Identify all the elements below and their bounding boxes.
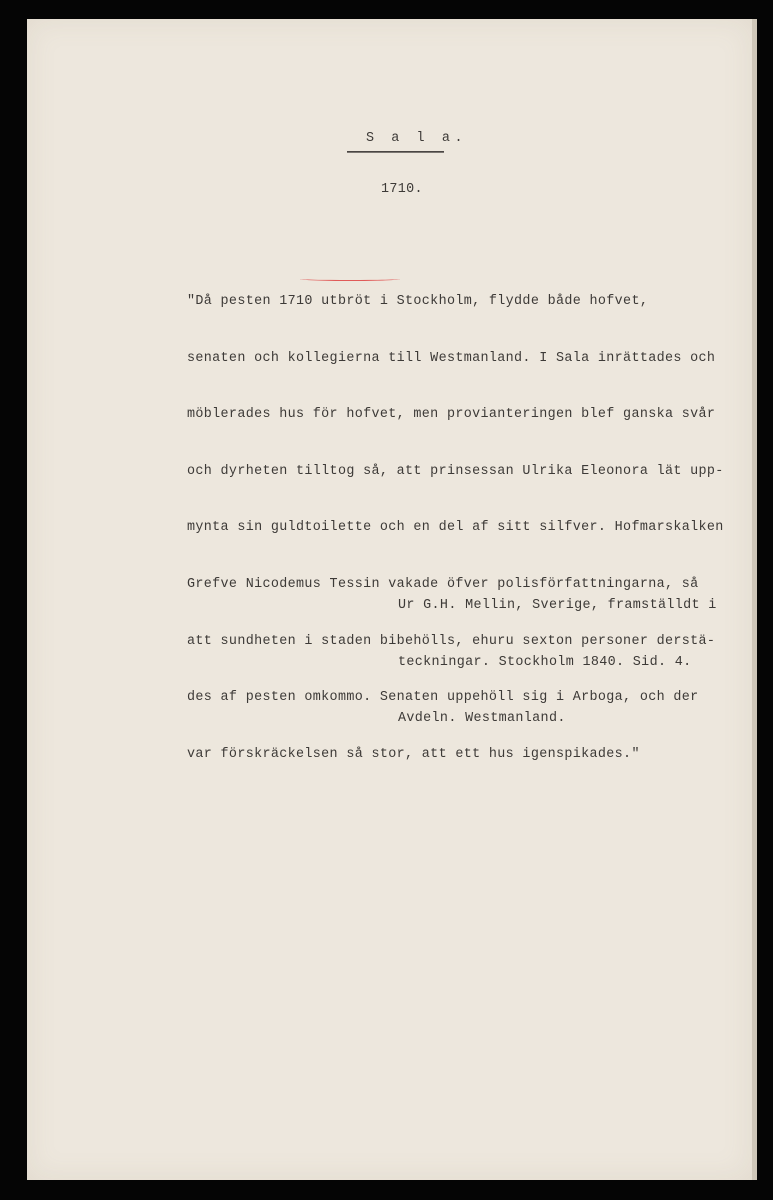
quote-line: möblerades hus för hofvet, men provianteringen blef ganska svår: [187, 407, 716, 423]
quote-line: des af pesten omkommo. Senaten uppehöll sig i Arboga, och der: [187, 690, 699, 706]
quote-line: att sundheten i staden bibehölls, ehuru sexton personer derstä-: [187, 633, 716, 649]
heading-underline: [347, 151, 444, 153]
quote-line: Grefve Nicodemus Tessin vakade öfver polisförfattningarna, så: [187, 576, 699, 592]
document-heading: S a l a.: [366, 131, 468, 146]
quote-line: "Då pesten 1710 utbröt i Stockholm, flydde både hofvet,: [187, 294, 649, 309]
citation-line: Ur G.H. Mellin, Sverige, framställdt i: [398, 598, 717, 613]
quote-line: var förskräckelsen så stor, att ett hus igenspikades.": [187, 746, 640, 762]
red-pencil-underline: [300, 277, 400, 281]
quote-line: och dyrheten tilltog så, att prinsessan Ulrika Eleonora lät upp-: [187, 463, 724, 479]
quote-line: mynta sin guldtoilette och en del af sitt silfver. Hofmarskalken: [187, 520, 724, 536]
document-year: 1710.: [381, 182, 423, 197]
quote-line: senaten och kollegierna till Westmanland. I Sala inrättades och: [187, 350, 716, 366]
citation-line: Avdeln. Westmanland.: [398, 711, 566, 727]
paper-edge: [752, 19, 757, 1180]
citation-line: teckningar. Stockholm 1840. Sid. 4.: [398, 654, 692, 670]
source-citation: [398, 563, 717, 763]
